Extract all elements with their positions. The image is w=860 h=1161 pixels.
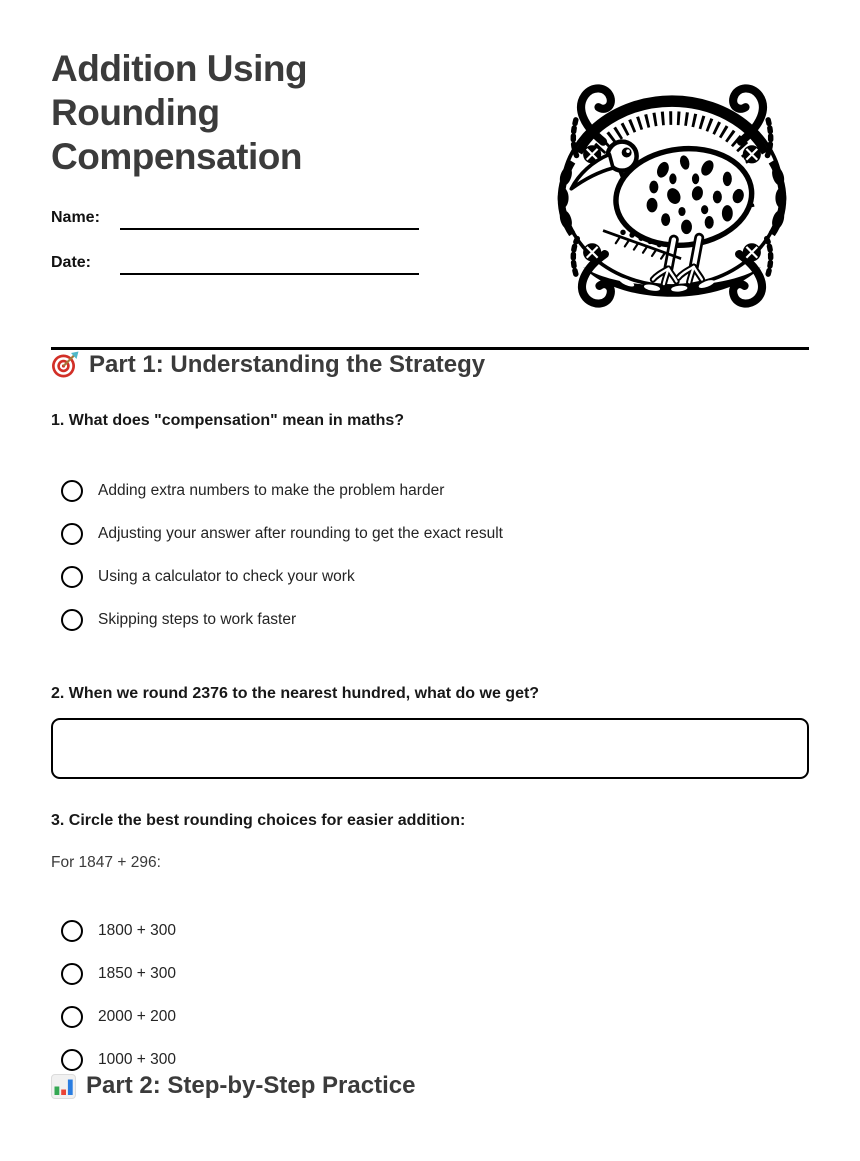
name-field-row [51, 208, 419, 230]
q1-option-3-radio[interactable] [61, 566, 83, 588]
q3-option-2-label: 1850 + 300 [98, 965, 177, 982]
question-3-label: 3. Circle the best rounding choices for easier addition: [51, 812, 466, 829]
date-input-line[interactable] [120, 253, 419, 275]
q1-option-1-radio[interactable] [61, 480, 83, 502]
page-title: Addition Using Rounding Compensation [51, 48, 308, 177]
q3-option-row [61, 963, 809, 985]
q3-option-4-radio[interactable] [61, 1049, 83, 1071]
q1-option-2-label: Adjusting your answer after rounding to get the exact result [98, 525, 503, 542]
part2-heading-label: Part 2: Step-by-Step Practice [86, 1072, 416, 1099]
q3-option-4-label: 1000 + 300 [98, 1051, 177, 1068]
q1-option-4-label: Skipping steps to work faster [98, 611, 297, 628]
question-1-options [61, 480, 809, 631]
q1-option-row [61, 523, 809, 545]
q1-option-row [61, 480, 809, 502]
part1-heading-label: Part 1: Understanding the Strategy [89, 351, 486, 378]
header-left [51, 47, 431, 275]
header [51, 0, 809, 314]
question-3-options [61, 920, 809, 1071]
q1-option-3-label: Using a calculator to check your work [98, 568, 355, 585]
q1-option-1-label: Adding extra numbers to make the problem harder [98, 482, 445, 499]
q1-option-4-radio[interactable] [61, 609, 83, 631]
part2-heading [51, 1071, 809, 1101]
question-1-label: 1. What does "compensation" mean in maths? [51, 412, 405, 429]
part1-heading [51, 350, 809, 380]
name-label: Name: [51, 209, 100, 226]
bar-chart-icon [51, 1074, 76, 1099]
q3-option-row [61, 1049, 809, 1071]
date-label: Date: [51, 254, 92, 271]
question-3-context: For 1847 + 296: [51, 854, 161, 871]
q3-option-1-label: 1800 + 300 [98, 922, 177, 939]
q3-option-1-radio[interactable] [61, 920, 83, 942]
question-2-label: 2. When we round 2376 to the nearest hundred, what do we get? [51, 685, 540, 702]
q1-option-row [61, 566, 809, 588]
name-date-fields [51, 208, 419, 275]
q1-option-2-radio[interactable] [61, 523, 83, 545]
q3-option-3-radio[interactable] [61, 1006, 83, 1028]
q1-option-row [61, 609, 809, 631]
q3-option-3-label: 2000 + 200 [98, 1008, 177, 1025]
name-input-line[interactable] [120, 208, 419, 230]
q3-option-2-radio[interactable] [61, 963, 83, 985]
date-field-row [51, 253, 419, 275]
q3-option-row [61, 920, 809, 942]
q3-option-row [61, 1006, 809, 1028]
question-2-answer-box[interactable] [51, 718, 809, 779]
target-dart-icon [51, 351, 79, 379]
kiwi-maori-emblem-illustration [535, 60, 809, 314]
